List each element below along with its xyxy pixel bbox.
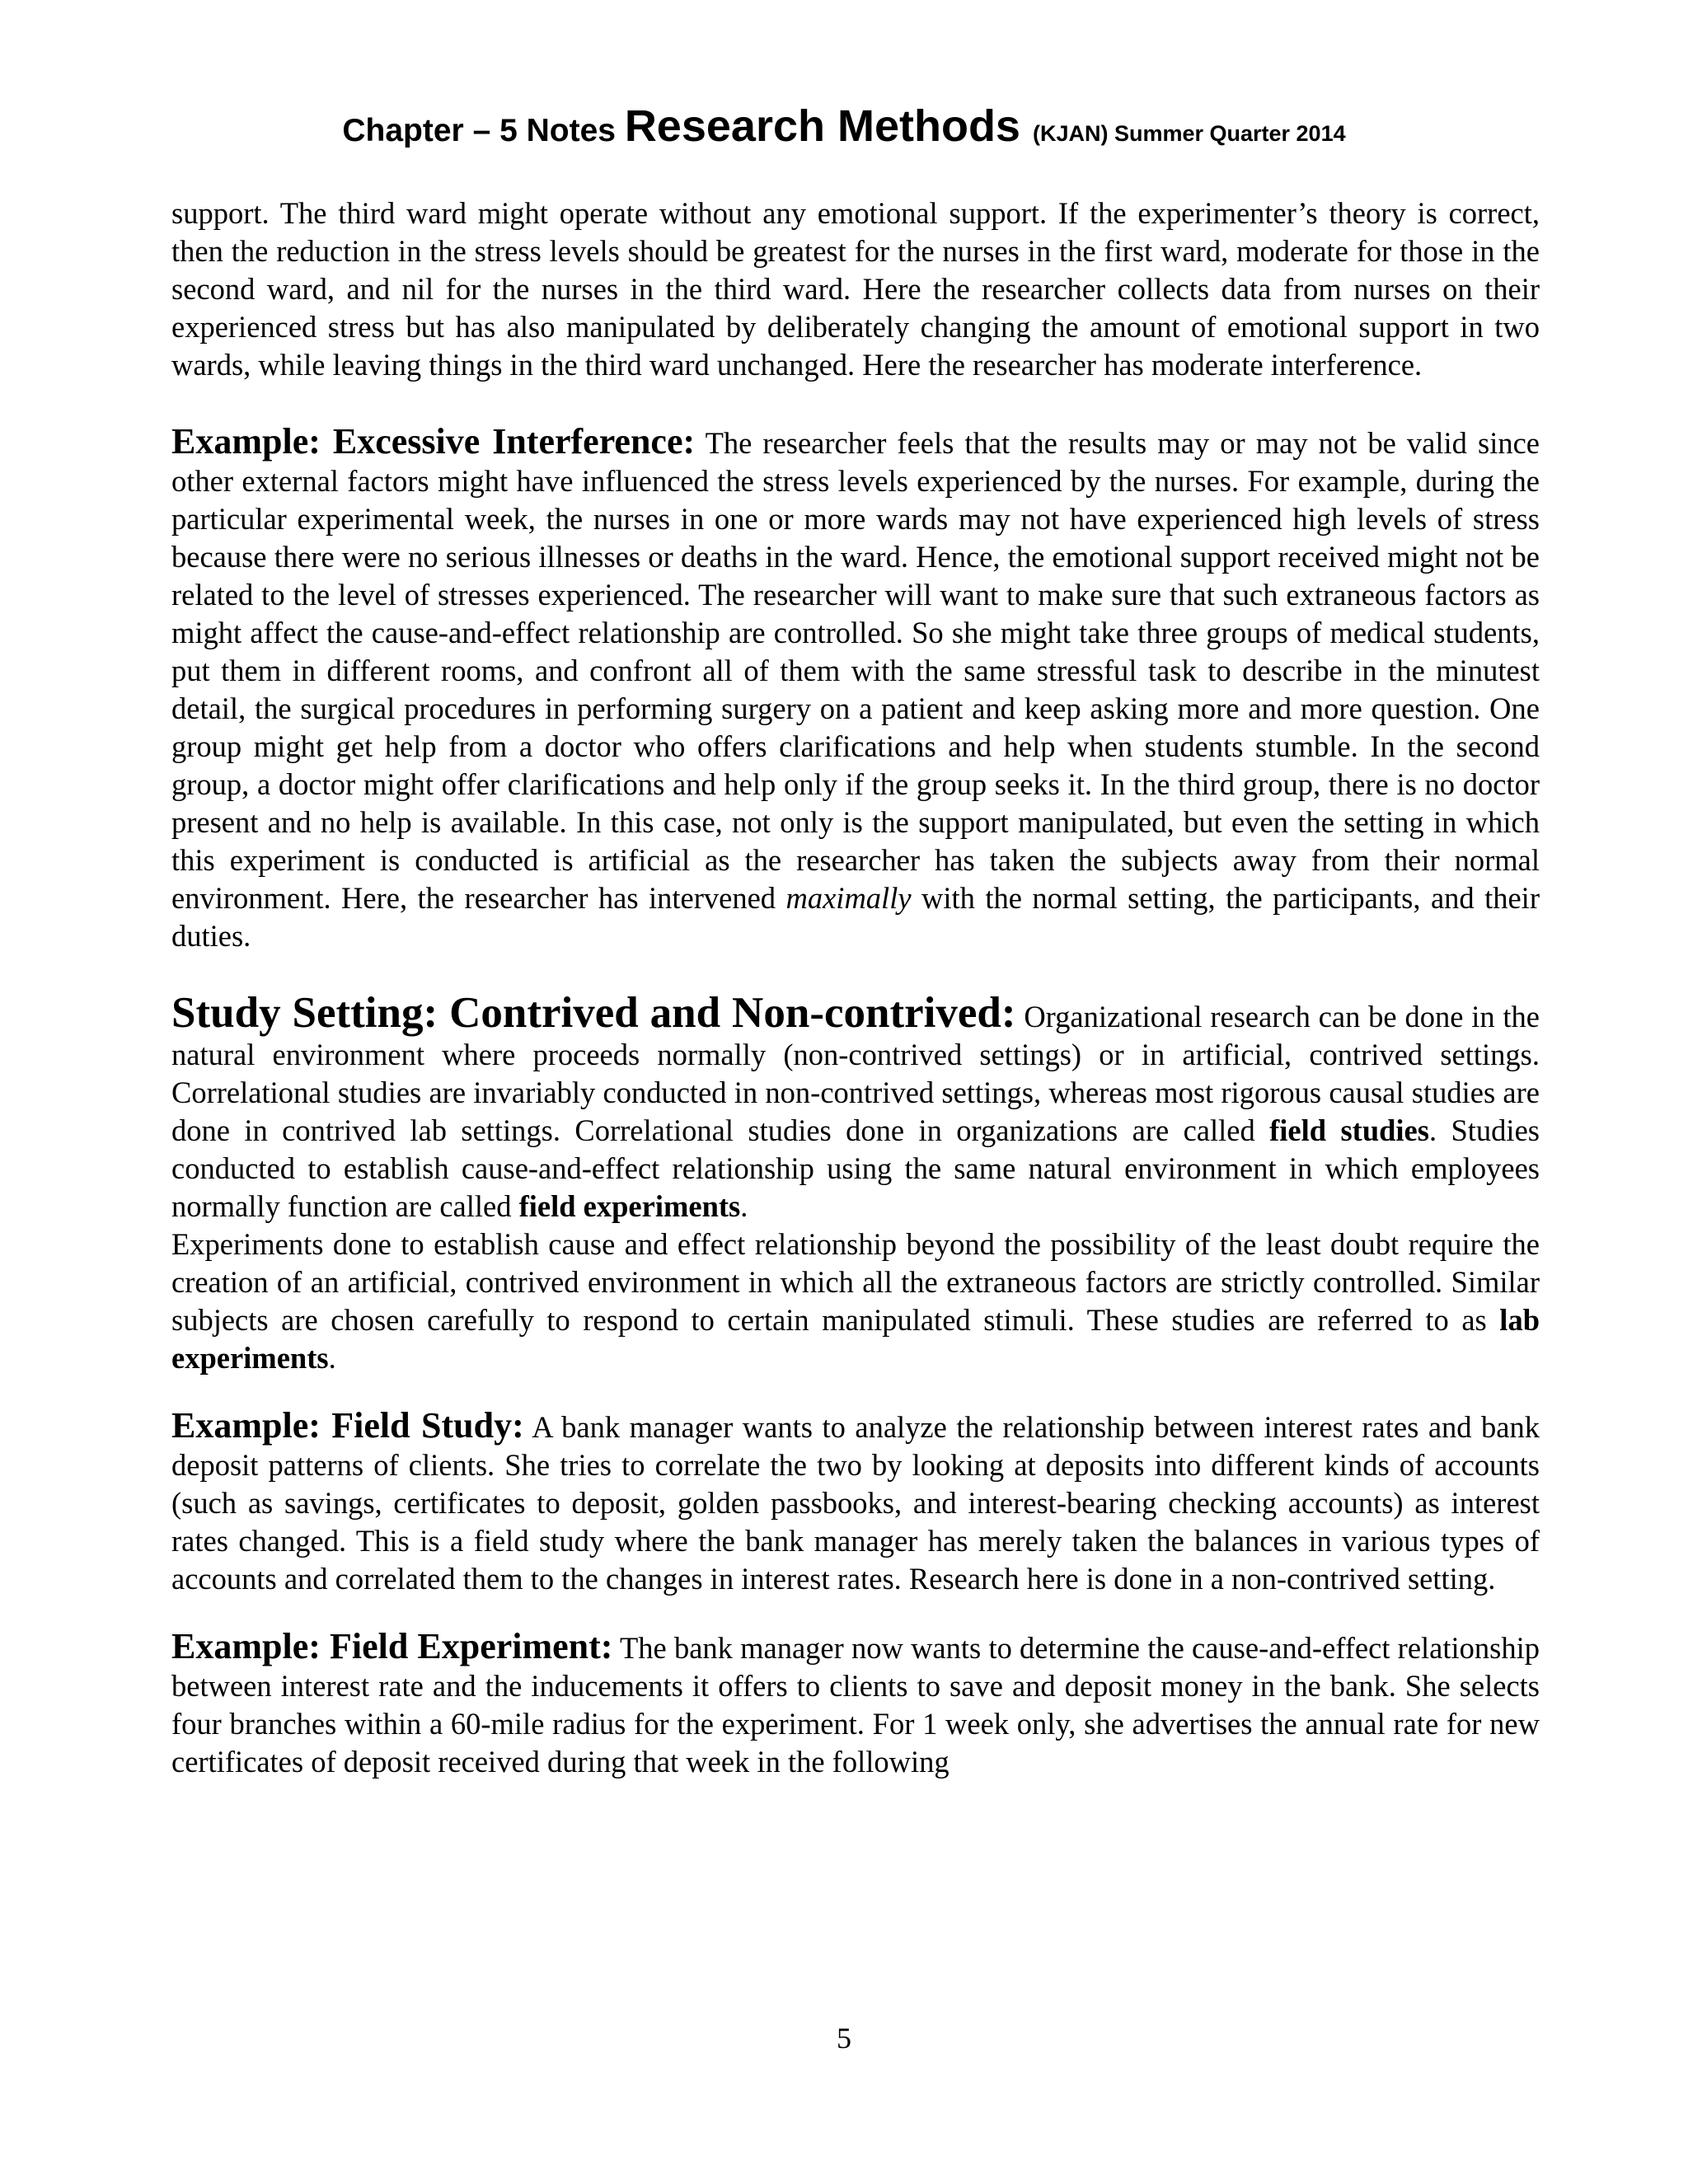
- paragraph-text: . Studies conducted to establish cause-and-effect relationship using the same natural environment in which employees normally function are called: [171, 1113, 1540, 1223]
- header-term: (KJAN) Summer Quarter 2014: [1032, 121, 1346, 146]
- paragraph-field-experiment: [171, 1628, 1540, 1781]
- heading-excessive-interference: Example: Excessive Interference:: [171, 421, 696, 462]
- body-text: [171, 194, 1540, 1781]
- header-chapter-notes: Chapter – 5 Notes: [342, 113, 625, 148]
- header-course-title: Research Methods: [624, 101, 1033, 151]
- paragraph-text: .: [328, 1341, 336, 1375]
- heading-study-setting: Study Setting: Contrived and Non-contrived:: [171, 989, 1016, 1037]
- term-field-studies: field studies: [1269, 1113, 1429, 1147]
- paragraph-text: with the normal setting, the participants, and their duties.: [171, 881, 1540, 953]
- paragraph-lab-experiments: [171, 1226, 1540, 1377]
- heading-field-experiment: Example: Field Experiment:: [171, 1626, 613, 1666]
- heading-field-study: Example: Field Study:: [171, 1405, 524, 1446]
- term-lab-experiments: lab experiments: [171, 1303, 1540, 1375]
- paragraph-field-study: [171, 1407, 1540, 1598]
- paragraph-text: The bank manager now wants to determine the cause-and-effect relationship between interest rate and the inducements it offers to clients to save and deposit money in the bank. She selects four branches within a 60-mile radius for the experiment. For 1 week only, she advertises the annual rate for new certificates of deposit received during that week in the following: [171, 1631, 1540, 1779]
- paragraph-moderate-interference: support. The third ward might operate without any emotional support. If the experimenter’s theory is correct, then the reduction in the stress levels should be greatest for the nurses in the first ward, moderate for those in the second ward, and nil for the nurses in the third ward. Here the researcher collects data from nurses on their experienced stress but has also manipulated by deliberately changing the amount of emotional support in two wards, while leaving things in the third ward unchanged. Here the researcher has moderate interference.: [171, 196, 1540, 382]
- term-field-experiments: field experiments: [518, 1189, 741, 1223]
- page-number: 5: [837, 2022, 851, 2055]
- emphasis-maximally: maximally: [785, 881, 912, 915]
- page-header: [0, 101, 1688, 152]
- paragraph-study-setting: [171, 989, 1540, 1226]
- paragraph-excessive-interference: [171, 423, 1540, 955]
- paragraph-text: Experiments done to establish cause and effect relationship beyond the possibility of the least doubt require the creation of an artificial, contrived environment in which all the extraneous factors are strictly controlled. Similar subjects are chosen carefully to respond to certain manipulated stimuli. These studies are referred to as: [171, 1227, 1540, 1337]
- paragraph-text: A bank manager wants to analyze the relationship between interest rates and bank deposit patterns of clients. She tries to correlate the two by looking at deposits into different kinds of accounts (such as savings, certificates to deposit, golden passbooks, and interest-bearing checking accounts) as interest rates changed. This is a field study where the bank manager has merely taken the balances in various types of accounts and correlated them to the changes in interest rates. Research here is done in a non-contrived setting.: [171, 1410, 1540, 1596]
- paragraph-text: The researcher feels that the results may or may not be valid since other external factors might have influenced the stress levels experienced by the nurses. For example, during the particular experimental week, the nurses in one or more wards may not have experienced high levels of stress because there were no serious illnesses or deaths in the ward. Hence, the emotional support received might not be related to the level of stresses experienced. The researcher will want to make sure that such extraneous factors as might affect the cause-and-effect relationship are controlled. So she might take three groups of medical students, put them in different rooms, and confront all of them with the same stressful task to describe in the minutest detail, the surgical procedures in performing surgery on a patient and keep asking more and more question. One group might get help from a doctor who offers clarifications and help when students stumble. In the second group, a doctor might offer clarifications and help only if the group seeks it. In the third group, there is no doctor present and no help is available. In this case, not only is the support manipulated, but even the setting in which this experiment is conducted is artificial as the researcher has taken the subjects away from their normal environment. Here, the researcher has intervened: [171, 426, 1540, 915]
- paragraph-text: Organizational research can be done in the natural environment where proceeds normally (non-contrived settings) or in artificial, contrived settings. Correlational studies are invariably conducted in non-contrived settings, whereas most rigorous causal studies are done in contrived lab settings. Correlational studies done in organizations are called: [171, 1000, 1540, 1147]
- paragraph-text: .: [740, 1189, 748, 1223]
